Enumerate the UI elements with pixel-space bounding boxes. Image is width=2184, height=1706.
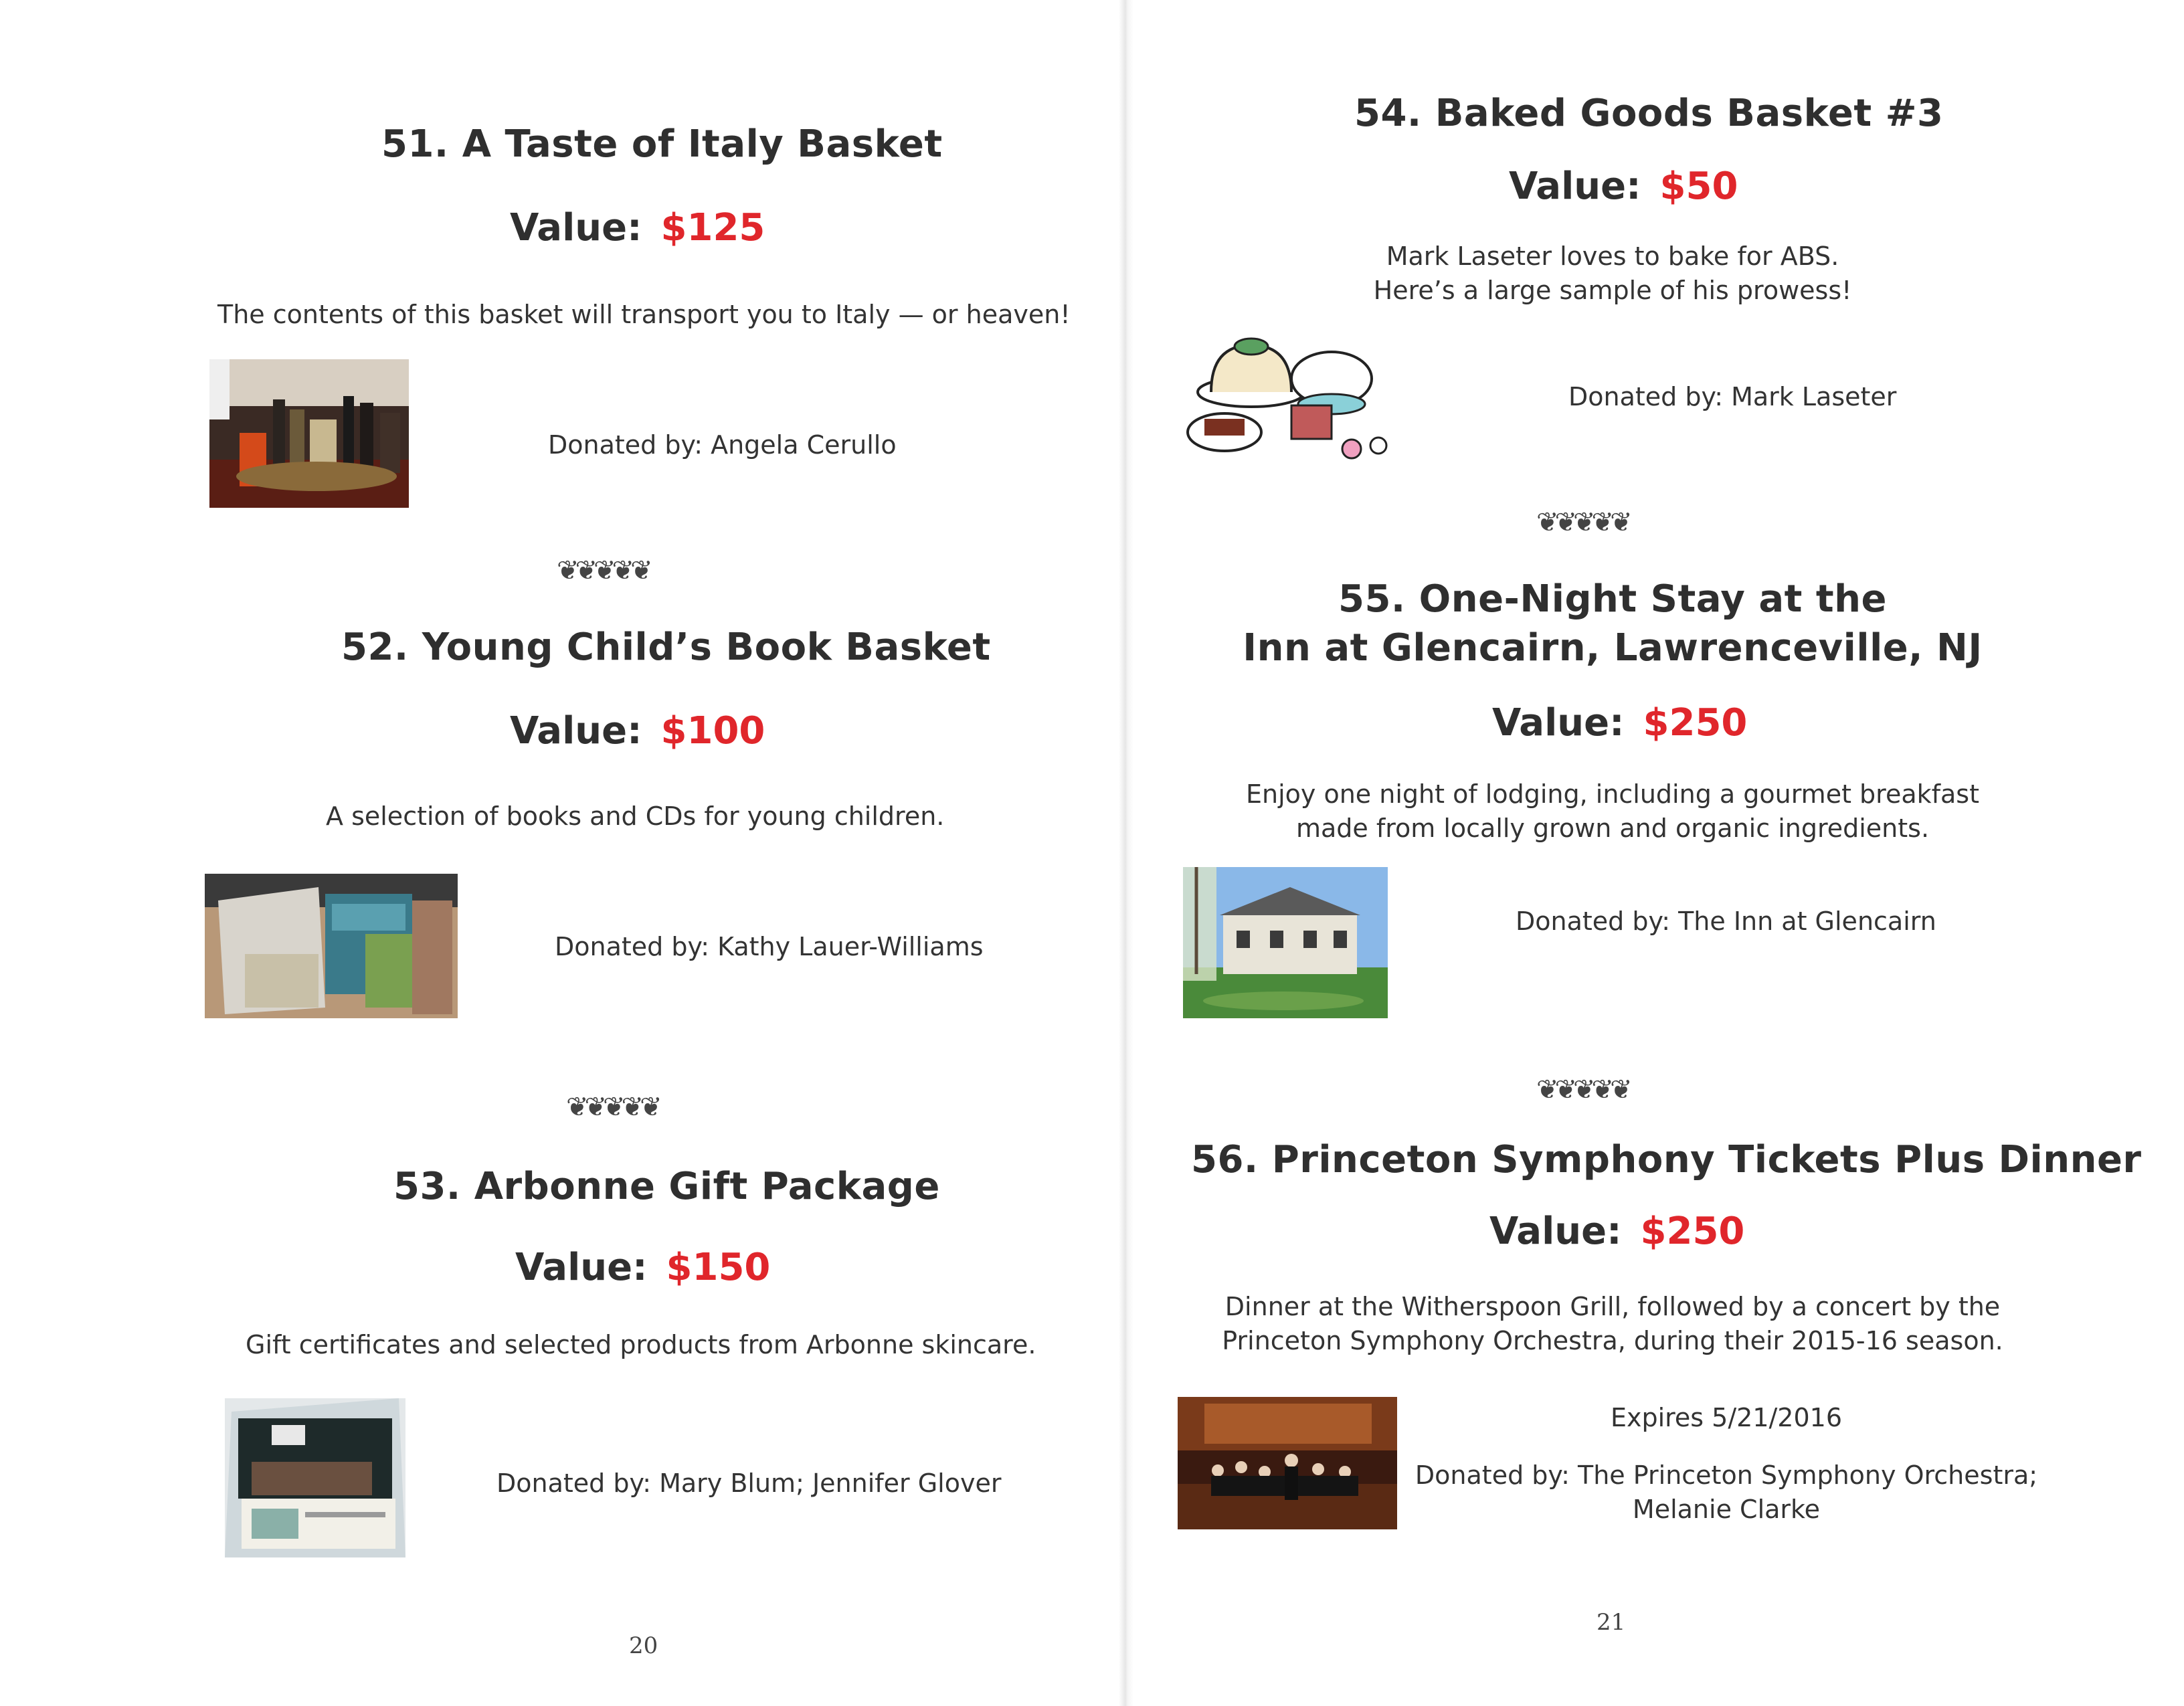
value-label: Value: (515, 1246, 648, 1289)
item-55-donor: Donated by: The Inn at Glencairn (1516, 907, 1936, 936)
description-line: made from locally grown and organic ingredients. (1295, 814, 1930, 844)
item-56-description (1191, 1290, 2034, 1359)
item-54-description (1325, 240, 1900, 308)
value-label: Value: (1492, 701, 1625, 745)
description-line: Dinner at the Witherspoon Grill, followed by a concert by the (1224, 1292, 2001, 1321)
item-53-value (515, 1246, 770, 1289)
description-line: Mark Laseter loves to bake for ABS. (1386, 242, 1839, 271)
item-53-description: Gift certificates and selected products from Arbonne skincare. (246, 1330, 1036, 1359)
item-55-title (1191, 575, 2034, 673)
item-55-description (1218, 777, 2007, 846)
item-53-title: 53. Arbonne Gift Package (393, 1165, 940, 1208)
item-54-donor: Donated by: Mark Laseter (1568, 382, 1897, 411)
item-53-donor: Donated by: Mary Blum; Jennifer Glover (496, 1468, 1002, 1498)
book-gutter (1119, 0, 1133, 1706)
item-54-value (1509, 165, 1738, 208)
value-amount: $50 (1659, 165, 1738, 208)
item-56-donor (1405, 1458, 2047, 1527)
item-56-title: 56. Princeton Symphony Tickets Plus Dinner (1191, 1138, 2142, 1181)
page-number-right: 21 (1597, 1609, 1626, 1636)
item-51-description: The contents of this basket will transport you to Italy — or heaven! (217, 300, 1071, 329)
value-amount: $100 (660, 709, 765, 753)
value-amount: $250 (1640, 1210, 1745, 1253)
value-label: Value: (510, 709, 642, 753)
description-line: Here’s a large sample of his prowess! (1373, 276, 1852, 306)
item-52-title: 52. Young Child’s Book Basket (341, 626, 991, 669)
item-54-title: 54. Baked Goods Basket #3 (1354, 92, 1944, 135)
value-amount: $125 (660, 206, 765, 250)
item-52-donor: Donated by: Kathy Lauer-Williams (555, 932, 984, 961)
item-55-value (1492, 701, 1747, 745)
section-divider: ❦❦❦❦❦ (557, 555, 649, 586)
description-line: Princeton Symphony Orchestra, during their 2015-16 season. (1222, 1326, 2003, 1356)
section-divider: ❦❦❦❦❦ (1536, 1074, 1629, 1105)
section-divider: ❦❦❦❦❦ (1536, 507, 1629, 538)
value-label: Value: (1489, 1210, 1622, 1253)
section-divider: ❦❦❦❦❦ (566, 1092, 658, 1123)
inn-glencairn-photo (1183, 867, 1388, 1018)
value-amount: $150 (666, 1246, 771, 1289)
arbonne-package-photo (225, 1398, 405, 1557)
value-label: Value: (510, 206, 642, 250)
value-label: Value: (1509, 165, 1641, 208)
title-line: 55. One-Night Stay at the (1338, 577, 1887, 621)
item-56-value (1489, 1210, 1744, 1253)
item-51-title: 51. A Taste of Italy Basket (381, 122, 943, 166)
book-basket-photo (205, 874, 458, 1018)
item-56-expires: Expires 5/21/2016 (1610, 1403, 1843, 1432)
description-line: Enjoy one night of lodging, including a gourmet breakfast (1246, 779, 1979, 809)
item-52-value (510, 709, 765, 753)
title-line: Inn at Glencairn, Lawrenceville, NJ (1243, 626, 1983, 670)
donor-line: Donated by: The Princeton Symphony Orchestra; (1415, 1460, 2038, 1490)
symphony-concert-photo (1178, 1397, 1397, 1529)
value-amount: $250 (1643, 701, 1748, 745)
donor-line: Melanie Clarke (1632, 1495, 1821, 1525)
page-number-left: 20 (629, 1632, 658, 1659)
item-51-value (510, 206, 765, 250)
item-51-donor: Donated by: Angela Cerullo (548, 430, 897, 460)
item-52-description: A selection of books and CDs for young children. (326, 801, 945, 831)
baked-goods-illustration (1184, 325, 1402, 474)
italy-basket-photo (209, 359, 409, 508)
